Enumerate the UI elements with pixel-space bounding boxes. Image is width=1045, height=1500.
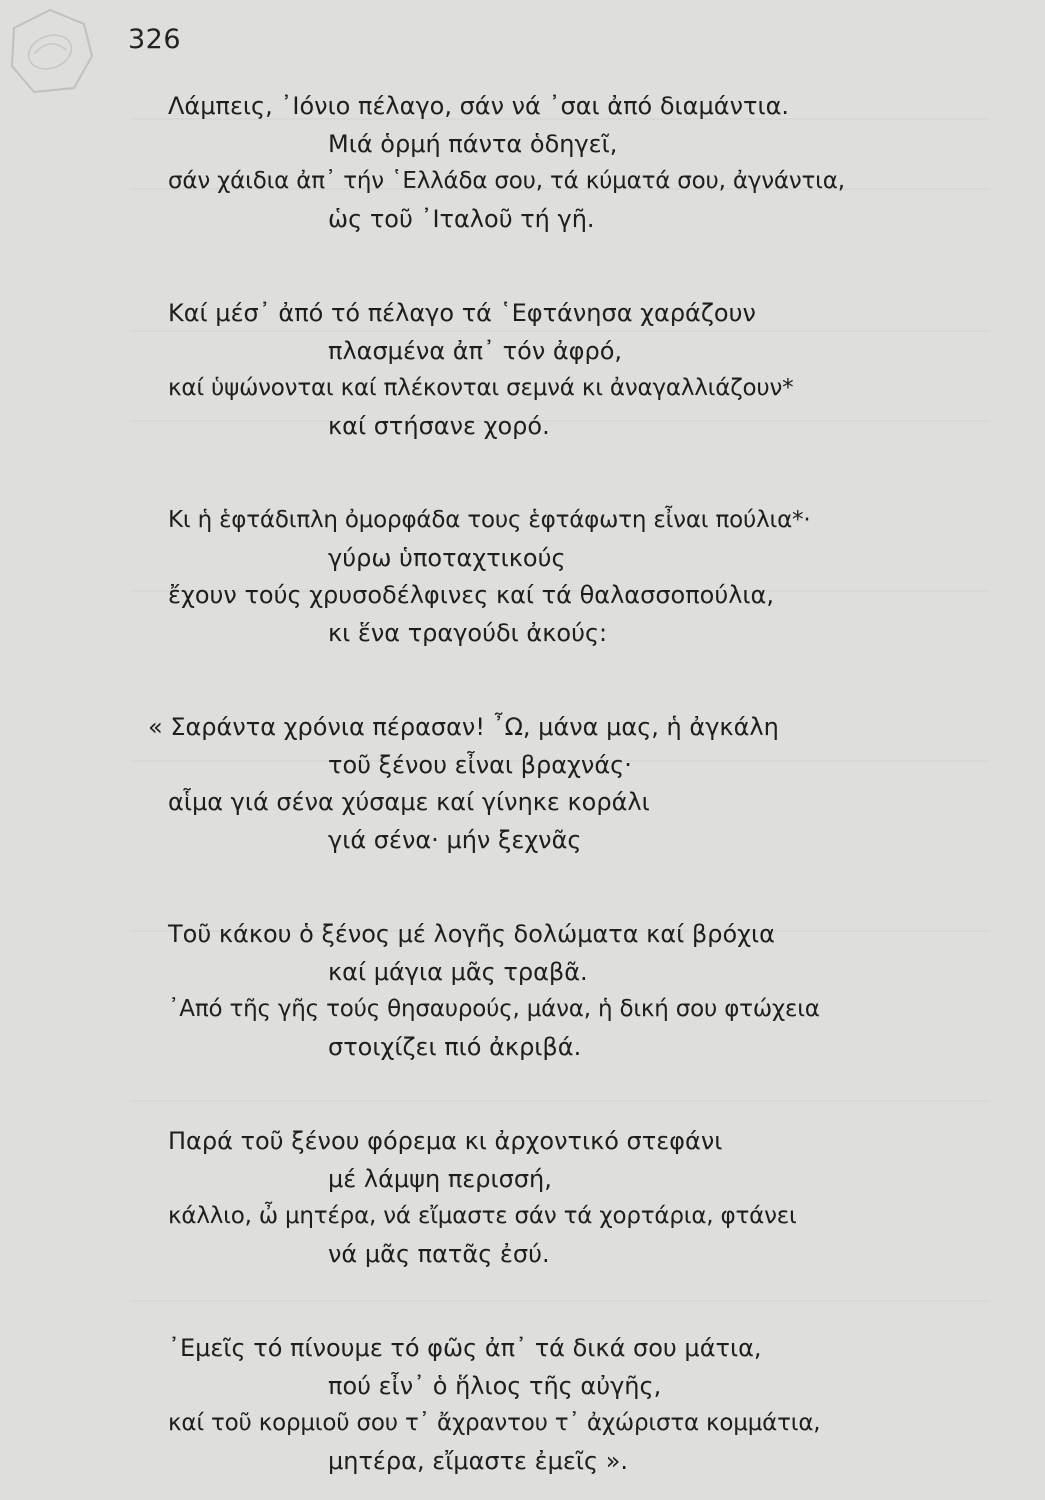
verse-line: κι ἕνα τραγούδι ἀκούς: bbox=[328, 618, 608, 647]
stanza bbox=[168, 88, 988, 238]
verse-line: μητέρα, εἴμαστε ἐμεῖς ». bbox=[328, 1446, 629, 1475]
library-stamp-icon bbox=[4, 6, 96, 96]
stanza bbox=[168, 1330, 988, 1480]
verse-line: αἷμα γιά σένα χύσαμε καί γίνηκε κοράλι bbox=[168, 788, 650, 816]
stanza bbox=[168, 502, 988, 652]
poem bbox=[148, 88, 988, 1500]
verse-line: σάν χάιδια ἀπ᾿ τήν ῾Ελλάδα σου, τά κύματά σου, ἀγνάντια, bbox=[168, 168, 845, 194]
verse-line: κάλλιο, ὦ μητέρα, νά εἴμαστε σάν τά χορτάρια, φτάνει bbox=[168, 1203, 797, 1229]
verse-line: καί τοῦ κορμιοῦ σου τ᾿ ἄχραντου τ᾿ ἀχώριστα κομμάτια, bbox=[168, 1410, 821, 1436]
verse-line: Παρά τοῦ ξένου φόρεμα κι ἀρχοντικό στεφάνι bbox=[168, 1127, 723, 1155]
verse-line: Μιά ὁρμή πάντα ὁδηγεῖ, bbox=[328, 129, 618, 158]
verse-line: καί ὑψώνονται καί πλέκονται σεμνά κι ἀναγαλλιάζουν* bbox=[168, 375, 794, 401]
verse-line: Λάμπεις, ᾿Ιόνιο πέλαγο, σάν νά ᾿σαι ἀπό διαμάντια. bbox=[168, 92, 790, 120]
stanza bbox=[168, 916, 988, 1066]
verse-line: γύρω ὑποταχτικούς bbox=[328, 543, 566, 572]
verse-line: καί μάγια μᾶς τραβᾶ. bbox=[328, 957, 588, 986]
verse-line: γιά σένα· μήν ξεχνᾶς bbox=[328, 825, 582, 854]
verse-line: στοιχίζει πιό ἀκριβά. bbox=[328, 1032, 582, 1061]
verse-line: ᾿Από τῆς γῆς τούς θησαυρούς, μάνα, ἡ δική σου φτώχεια bbox=[168, 996, 820, 1022]
verse-line: καί στήσανε χορό. bbox=[328, 411, 550, 440]
stanza bbox=[148, 709, 988, 859]
verse-line: τοῦ ξένου εἶναι βραχνάς· bbox=[328, 750, 632, 779]
verse-line: πού εἶν᾿ ὁ ἥλιος τῆς αὐγῆς, bbox=[328, 1371, 662, 1400]
verse-line: Τοῦ κάκου ὁ ξένος μέ λογῆς δολώματα καί βρόχια bbox=[168, 920, 775, 948]
verse-line: Κι ἡ ἑφτάδιπλη ὀμορφάδα τους ἑφτάφωτη εἶναι πούλια*· bbox=[168, 507, 811, 533]
verse-line: πλασμένα ἀπ᾿ τόν ἀφρό, bbox=[328, 336, 623, 365]
verse-line: « Σαράντα χρόνια πέρασαν! ῏Ω, μάνα μας, ἡ ἀγκάλη bbox=[148, 713, 779, 741]
page-number: 326 bbox=[128, 24, 182, 55]
verse-line: μέ λάμψη περισσή, bbox=[328, 1164, 552, 1193]
stanza bbox=[168, 1123, 988, 1273]
verse-line: ὡς τοῦ ᾿Ιταλοῦ τή γῆ. bbox=[328, 204, 595, 233]
stanza bbox=[168, 295, 988, 445]
verse-line: νά μᾶς πατᾶς ἐσύ. bbox=[328, 1239, 550, 1268]
verse-line: Καί μέσ᾿ ἀπό τό πέλαγο τά ῾Εφτάνησα χαράζουν bbox=[168, 299, 756, 327]
verse-line: ἔχουν τούς χρυσοδέλφινες καί τά θαλασσοπούλια, bbox=[168, 581, 774, 609]
verse-line: ᾿Εμεῖς τό πίνουμε τό φῶς ἀπ᾿ τά δικά σου μάτια, bbox=[168, 1334, 762, 1362]
